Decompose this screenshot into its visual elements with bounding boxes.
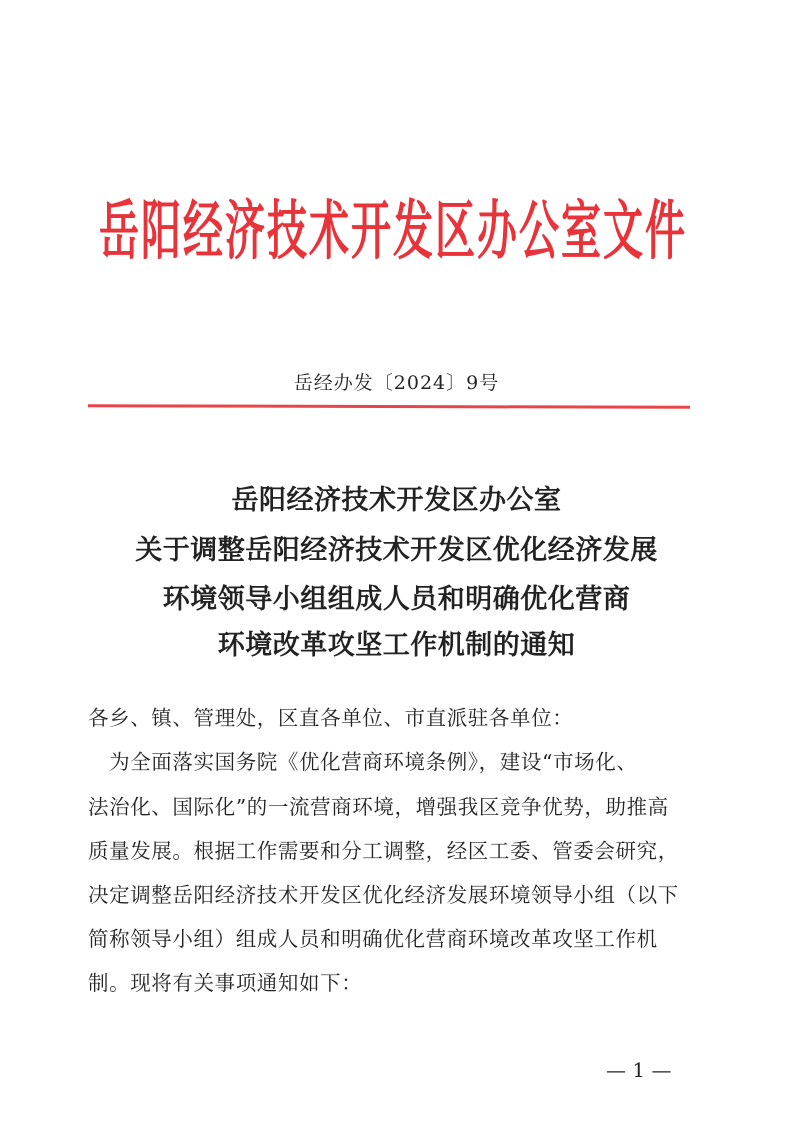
body-line: 制。现将有关事项通知如下： xyxy=(88,971,363,995)
page-number: — 1 — xyxy=(606,1058,672,1082)
body-line: 法治化、国际化”的一流营商环境，增强我区竞争优势，助推高 xyxy=(88,795,669,819)
salutation: 各乡、镇、管理处，区直各单位、市直派驻各单位： xyxy=(88,706,574,730)
title-line: 岳阳经济技术开发区办公室 xyxy=(231,485,562,516)
body-line: 质量发展。根据工作需要和分工调整，经区工委、管委会研究， xyxy=(88,839,679,863)
title-line: 环境改革攻坚工作机制的通知 xyxy=(217,630,576,661)
body-line: 决定调整岳阳经济技术开发区优化经济发展环境领导小组（以下 xyxy=(88,883,679,907)
red-divider xyxy=(88,404,690,409)
body-line: 为全面落实国务院《优化营商环境条例》，建设“市场化、 xyxy=(88,750,638,774)
document-number: 岳经办发〔2024〕9号 xyxy=(293,372,500,394)
issuer-header: 岳阳经济技术开发区办公室文件 xyxy=(99,195,687,269)
title-line: 关于调整岳阳经济技术开发区优化经济发展 xyxy=(135,535,658,566)
title-line: 环境领导小组组成人员和明确优化营商 xyxy=(162,584,631,615)
body-line: 简称领导小组）组成人员和明确优化营商环境改革攻坚工作机 xyxy=(88,927,658,951)
